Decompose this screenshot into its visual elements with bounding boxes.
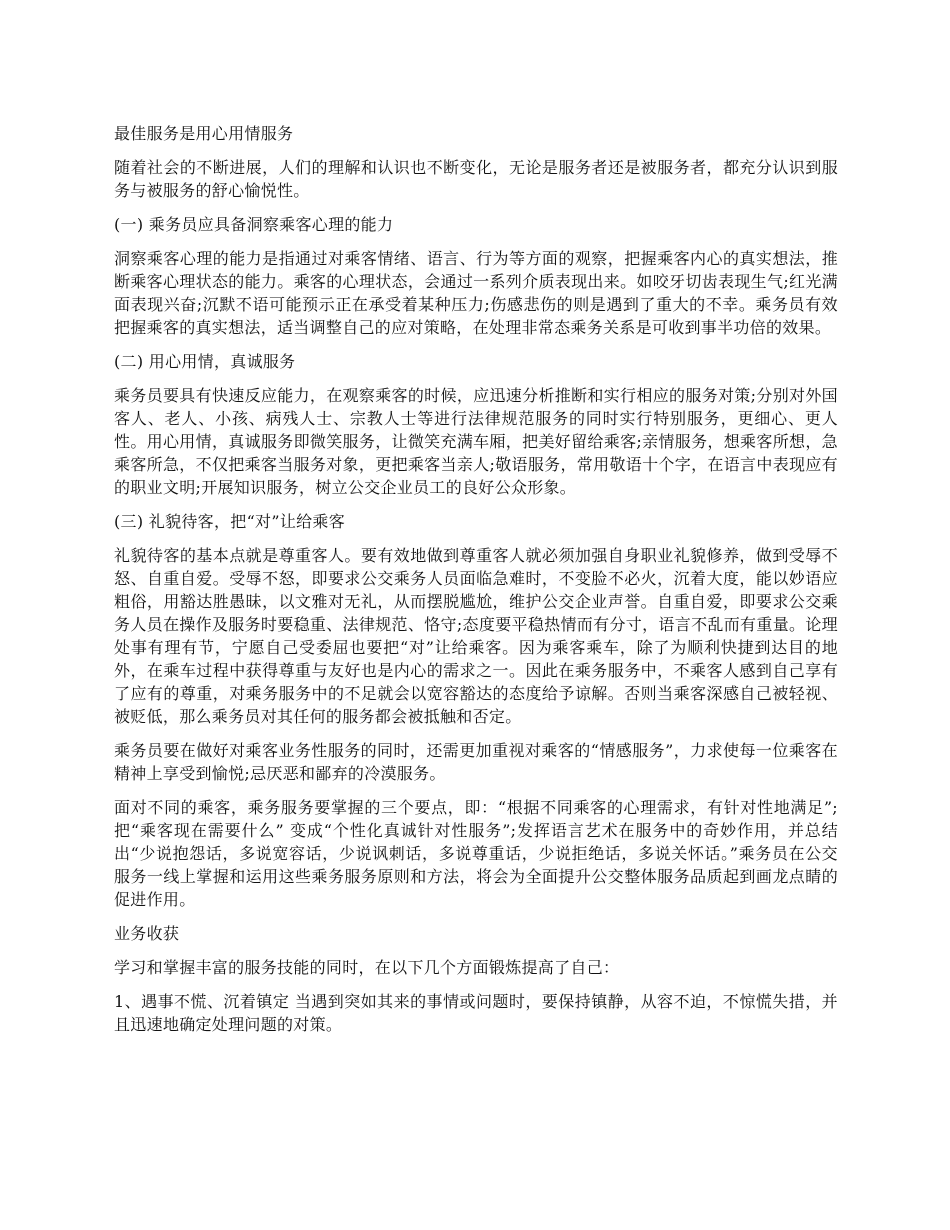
section-2-heading: (二) 用心用情，真诚服务 — [114, 352, 296, 371]
section-2-body: 乘务员要具有快速反应能力，在观察乘客的时候，应迅速分析推断和实行相应的服务对策;分别对外国客人、老人、小孩、病残人士、宗教人士等进行法律规范服务的同时实行特别服务，更细心、更人性。用心用情，真诚服务即微笑服务，让微笑充满车厢，把美好留给乘客;亲情服务，想乘客所想，急乘客所急，不仅把乘客当服务对象，更把乘客当亲人;敬语服务，常用敬语十个字，在语言中表现应有的职业文明;开展知识服务，树立公交企业员工的良好公众形象。 — [114, 386, 838, 497]
section-1-heading: (一) 乘务员应具备洞察乘客心理的能力 — [114, 215, 394, 234]
section-1-body: 洞察乘客心理的能力是指通过对乘客情绪、语言、行为等方面的观察，把握乘客内心的真实想法，推断乘客心理状态的能力。乘客的心理状态，会通过一系列介质表现出来。如咬牙切齿表现生气;红光满面表现兴奋;沉默不语可能预示正在承受着某种压力;伤感悲伤的则是遇到了重大的不幸。乘务员有效把握乘客的真实想法，适当调整自己的应对策略，在处理非常态乘务关系是可收到事半功倍的效果。 — [114, 249, 838, 337]
document-page — [114, 122, 838, 1047]
emotion-service-paragraph: 乘务员要在做好对乘客业务性服务的同时，还需更加重视对乘客的“情感服务”，力求使每一位乘客在精神上享受到愉悦;忌厌恶和鄙弃的冷漠服务。 — [114, 741, 838, 783]
intro-paragraph: 随着社会的不断进展，人们的理解和认识也不断变化，无论是服务者还是被服务者，都充分认识到服务与被服务的舒心愉悦性。 — [114, 158, 838, 200]
gains-item-1: 1、遇事不慌、沉着镇定 当遇到突如其来的事情或问题时，要保持镇静，从容不迫，不惊慌失措，并且迅速地确定处理问题的对策。 — [114, 992, 838, 1034]
document-title: 最佳服务是用心用情服务 — [114, 124, 294, 143]
gains-intro: 学习和掌握丰富的服务技能的同时，在以下几个方面锻炼提高了自己： — [114, 958, 620, 977]
gains-heading: 业务收获 — [114, 924, 180, 943]
three-points-paragraph: 面对不同的乘客，乘务服务要掌握的三个要点，即：“根据不同乘客的心理需求，有针对性地满足”;把“乘客现在需要什么” 变成“个性化真诚针对性服务”;发挥语言艺术在服务中的奇妙作用，并总结出“少说抱怨话，多说宽容话，少说讽刺话，多说尊重话，少说拒绝话，多说关怀话。”乘务员在公交服务一线上掌握和运用这些乘务服务原则和方法，将会为全面提升公交整体服务品质起到画龙点睛的促进作用。 — [114, 798, 838, 909]
section-3-body: 礼貌待客的基本点就是尊重客人。要有效地做到尊重客人就必须加强自身职业礼貌修养，做到受辱不怒、自重自爱。受辱不怒，即要求公交乘务人员面临急难时，不变脸不必火，沉着大度，能以妙语应粗俗，用豁达胜愚昧，以文雅对无礼，从而摆脱尴尬，维护公交企业声誉。自重自爱，即要求公交乘务人员在操作及服务时要稳重、法律规范、恪守;态度要平稳热情而有分寸，语言不乱而有重量。论理处事有理有节，宁愿自己受委屈也要把“对”让给乘客。因为乘客乘车，除了为顺利快捷到达目的地外，在乘车过程中获得尊重与友好也是内心的需求之一。因此在乘务服务中，不乘客人感到自己享有了应有的尊重，对乘务服务中的不足就会以宽容豁达的态度给予谅解。否则当乘客深感自己被轻视、被贬低，那么乘务员对其任何的服务都会被抵触和否定。 — [114, 546, 838, 726]
section-3-heading: (三) 礼貌待客，把“对”让给乘客 — [114, 512, 346, 531]
